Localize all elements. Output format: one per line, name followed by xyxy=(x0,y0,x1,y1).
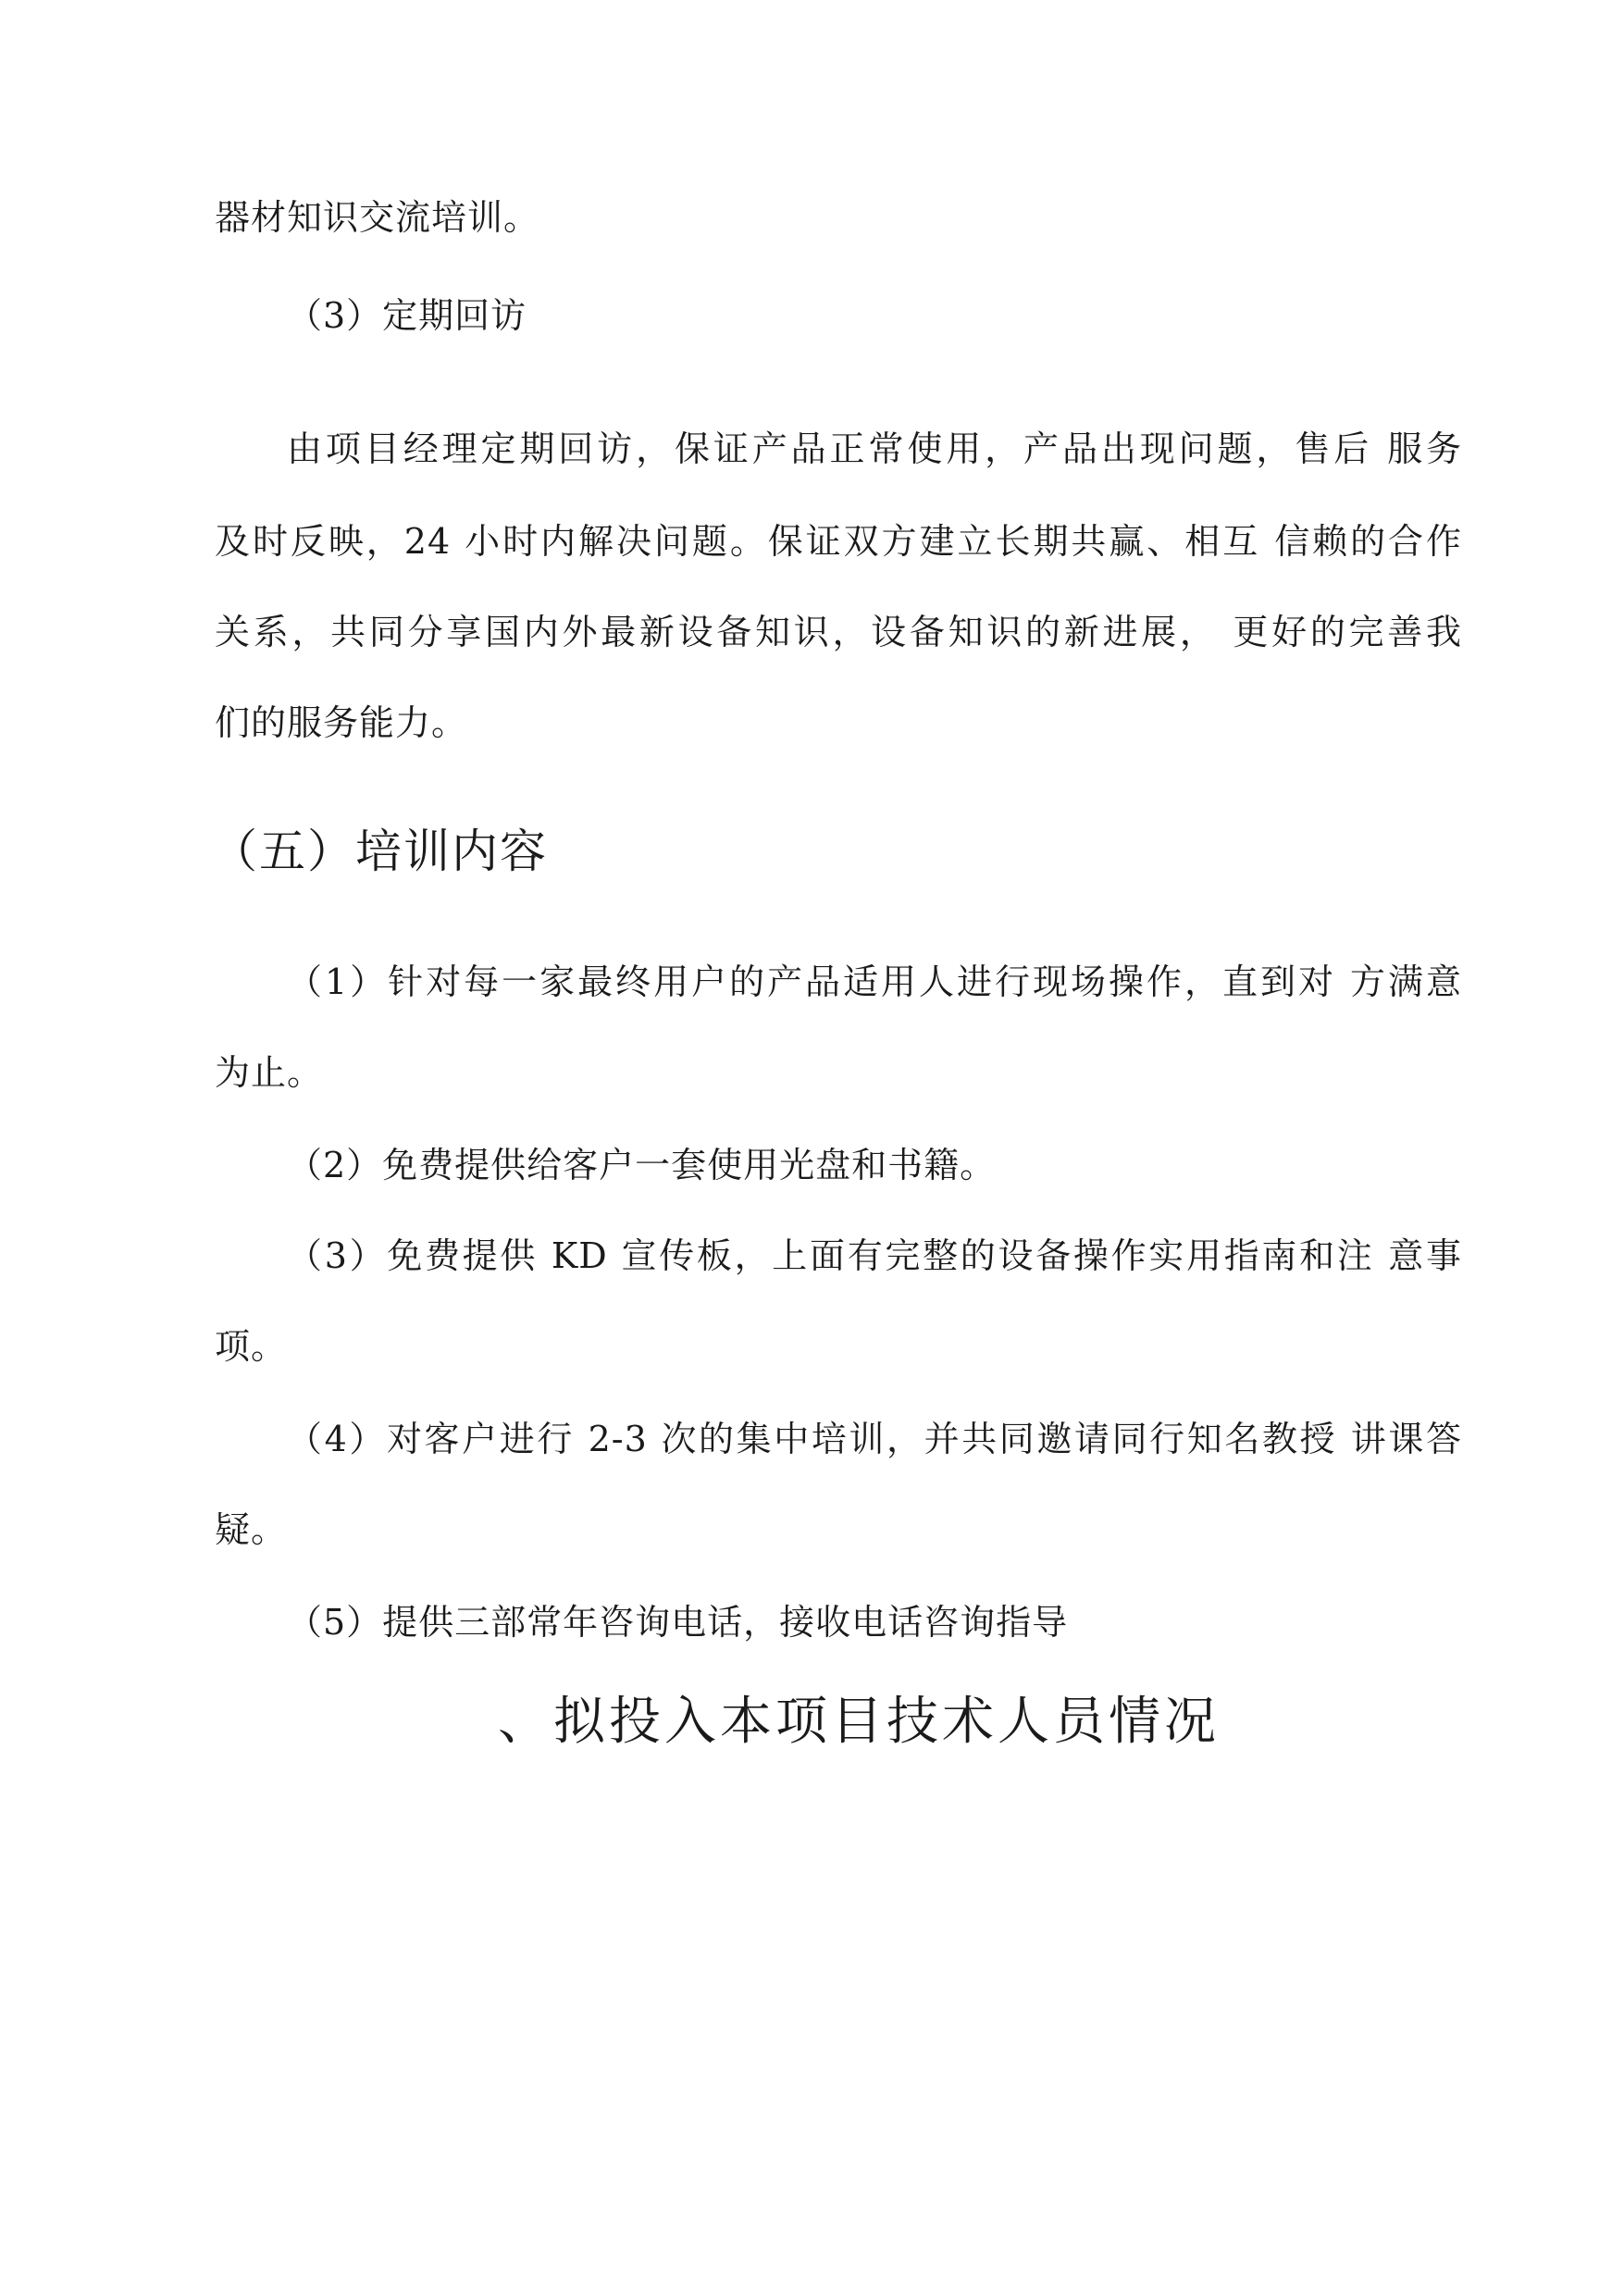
text-line: （2）免费提供给客户一套使用光盘和书籍。 xyxy=(287,1145,997,1185)
text-line: 器材知识交流培训。 xyxy=(215,197,540,238)
text-line: （3）免费提供 KD 宣传板，上面有完整的设备操作实用指南和注 意事 xyxy=(287,1235,1462,1276)
section-heading-training-content: （五）培训内容 xyxy=(211,825,548,878)
text-line: 由项目经理定期回访，保证产品正常使用，产品出现问题，售后 服务 xyxy=(287,428,1462,469)
text-line: 关系，共同分享国内外最新设备知识，设备知识的新进展， 更好的完善我 xyxy=(215,612,1462,652)
subheading-periodic-visit: （3）定期回访 xyxy=(287,295,527,336)
section-title-technical-staff: 、拟投入本项目技术人员情况 xyxy=(498,1692,1220,1752)
text-line: 疑。 xyxy=(215,1509,288,1550)
text-line: 为止。 xyxy=(215,1052,324,1093)
text-line: （5）提供三部常年咨询电话，接收电话咨询指导 xyxy=(287,1602,1069,1643)
text-line: （1）针对每一家最终用户的产品适用人进行现场操作，直到对 方满意 xyxy=(287,961,1462,1002)
text-line: 项。 xyxy=(215,1326,288,1367)
text-line: （4）对客户进行 2-3 次的集中培训，并共同邀请同行知名教授 讲课答 xyxy=(287,1419,1462,1459)
text-line: 们的服务能力。 xyxy=(215,702,468,743)
text-line: 及时反映，24 小时内解决问题。保证双方建立长期共赢、相互 信赖的合作 xyxy=(215,521,1462,562)
